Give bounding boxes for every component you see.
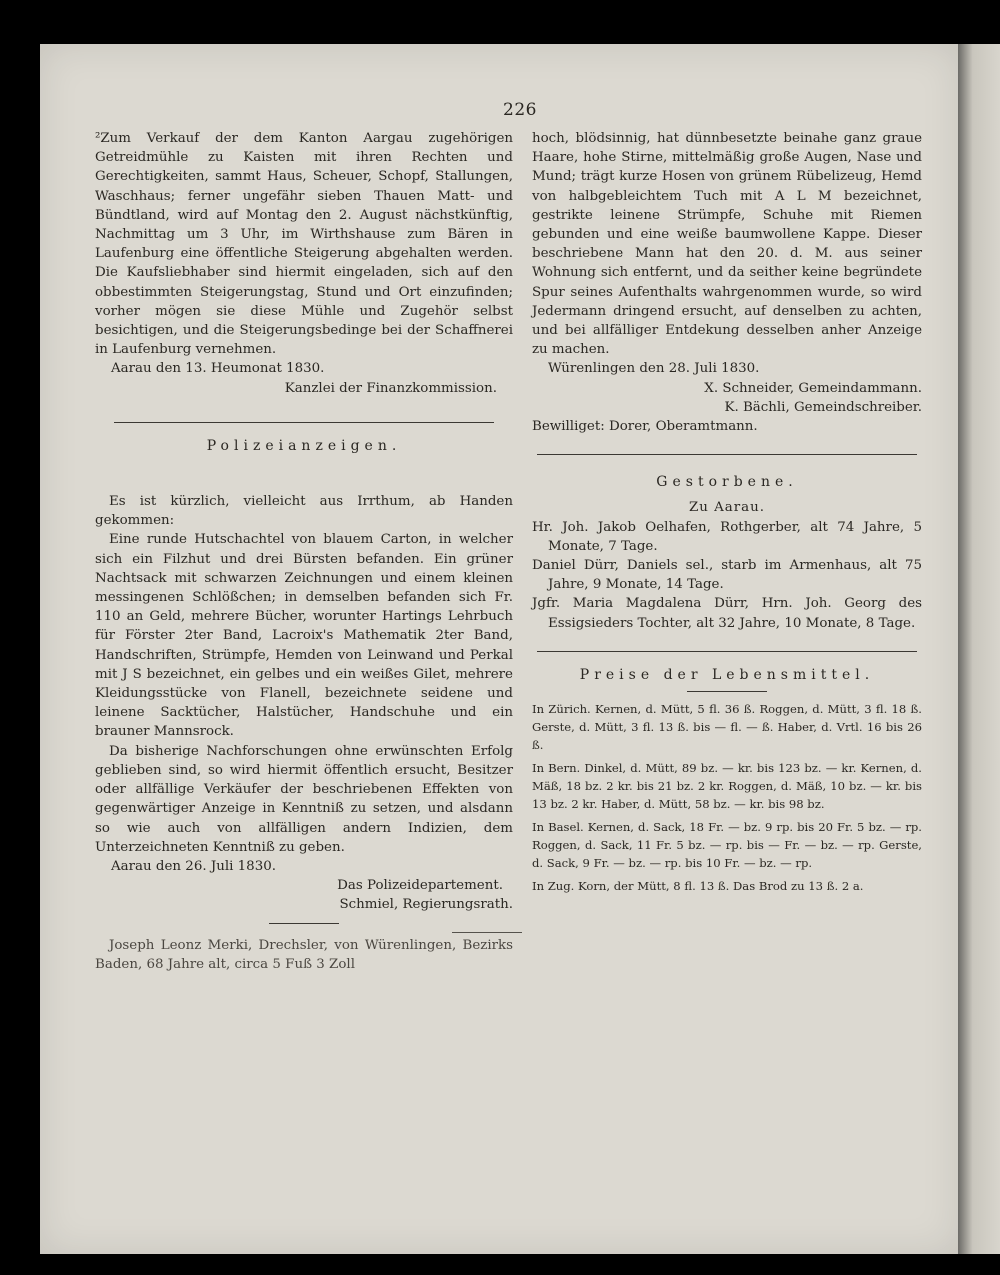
missing-person-signature-2: K. Bächli, Gemeindschreiber. xyxy=(724,399,922,415)
left-column xyxy=(95,129,513,974)
death-entry: Hr. Joh. Jakob Oelhafen, Rothgerber, alt 74 Jahre, 5 Monate, 7 Tage. xyxy=(532,519,922,554)
auction-notice-text: ²Zum Verkauf der dem Kanton Aargau zugehörigen Getreidmühle zu Kaisten mit ihren Rechten und Gerechtigkeiten, sammt Haus, Scheuer, Schopf, Stallungen, Waschhaus; ferner ungefähr sieben Thauen Matt- und Bündtland, wird auf Montag den 2. August nächstkünftig, Nachmittag um 3 Uhr, im Wirthshause zum Bären in Laufenburg eine öffentliche Steigerung abgehalten werden. Die Kaufsliebhaber sind hiermit eingeladen, sich auf den obbestimmten Steigerungstag, Stund und Ort einzufinden; vorher mögen sie diese Mühle und Zugehör selbst besichtigen, und die Steigerungsbedinge bei der Schaffnerei in Laufenburg vernehmen. xyxy=(95,131,513,358)
police-intro: Es ist kürzlich, vielleicht aus Irrthum, ab Handen gekommen: xyxy=(95,494,513,529)
price-entry-zurich: In Zürich. Kernen, d. Mütt, 5 fl. 36 ß. Roggen, d. Mütt, 3 fl. 18 ß. Gerste, d. Mütt, 3 fl. 13 ß. bis — fl. — ß. Haber, d. Vrtl. 16 bis 26 ß. xyxy=(532,702,922,753)
next-page-edge xyxy=(958,44,1000,1254)
auction-notice-signature: Kanzlei der Finanzkommission. xyxy=(284,380,497,396)
end-rule xyxy=(452,932,522,933)
police-item: Eine runde Hutschachtel von blauem Carton, in welcher sich ein Filzhut und drei Bürsten befanden. Ein grüner Nachtsack mit schwarzen Zeichnungen und einem kleinen messingenen Schlößchen; in demselben befanden sich Fr. 110 an Geld, mehrere Bücher, worunter Hartings Lehrbuch für Förster 2ter Band, Lacroix's Mathematik 2ter Band, Handschriften, Strümpfe, Hemden von Leinwand und Perkal mit J S bezeichnet, ein gelbes und ein weißes Gilet, mehrere Kleidungsstücke von Flanell, bezeichnete seidene und leinene Sacktücher, Halstücher, Handschuhe und ein brauner Mannsrock. xyxy=(95,532,513,740)
police-request: Da bisherige Nachforschungen ohne erwünschten Erfolg geblieben sind, so wird hiermit öffentlich ersucht, Besitzer oder allfällige Verkäufer der beschriebenen Effekten von gegenwärtiger Anzeige in Kenntniß zu setzen, und alsdann so wie auch von allfälligen andern Indizien, dem Unterzeichneten Kenntniß zu geben. xyxy=(95,743,513,855)
approval-line: Bewilliget: Dorer, Oberamtmann. xyxy=(532,419,758,435)
police-date: Aarau den 26. Juli 1830. xyxy=(111,858,276,874)
police-signature-2: Schmiel, Regierungsrath. xyxy=(339,897,513,913)
prices-heading: Preise der Lebensmittel. xyxy=(579,666,875,683)
page-number: 226 xyxy=(503,100,537,120)
police-signature-1: Das Polizeidepartement. xyxy=(337,878,503,894)
right-column xyxy=(532,129,922,900)
missing-person-start: Joseph Leonz Merki, Drechsler, von Würenlingen, Bezirks Baden, 68 Jahre alt, circa 5 Fuß 3 Zoll xyxy=(95,937,513,972)
deaths-heading: Gestorbene. xyxy=(656,474,798,491)
death-entry: Jgfr. Maria Magdalena Dürr, Hrn. Joh. Georg des Essigsieders Tochter, alt 32 Jahre, 10 Monate, 8 Tage. xyxy=(532,596,922,631)
price-entry-basel: In Basel. Kernen, d. Sack, 18 Fr. — bz. 9 rp. bis 20 Fr. 5 bz. — rp. Roggen, d. Sack, 11 Fr. 5 bz. — rp. bis — Fr. — bz. — rp. Gerste, d. Sack, 9 Fr. — bz. — rp. bis 10 Fr. — bz. — rp. xyxy=(532,820,922,871)
price-entry-bern: In Bern. Dinkel, d. Mütt, 89 bz. — kr. bis 123 bz. — kr. Kernen, d. Mäß, 18 bz. 2 kr. bis 21 bz. 2 kr. Roggen, d. Mäß, 10 bz. — kr. bis 13 bz. 2 kr. Haber, d. Mütt, 58 bz. — kr. bis 98 bz. xyxy=(532,761,922,812)
missing-person-continued: hoch, blödsinnig, hat dünnbesetzte beinahe ganz graue Haare, hohe Stirne, mittelmäßig große Augen, Nase und Mund; trägt kurze Hosen von grünem Rübelizeug, Hemd von halbgebleichtem Tuch mit A L M bezeichnet, gestrikte leinene Strümpfe, Schuhe mit Riemen gebunden und eine weiße baumwollene Kappe. Dieser beschriebene Mann hat den 20. d. M. aus seiner Wohnung sich entfernt, und da seither keine begründete Spur seines Aufenthalts wahrgenommen wurde, so wird Jedermann dringend ersucht, auf denselben zu achten, und bei allfälliger Entdekung desselben anher Anzeige zu machen. xyxy=(532,131,922,358)
auction-notice-date: Aarau den 13. Heumonat 1830. xyxy=(111,361,325,377)
police-heading: Polizeianzeigen. xyxy=(206,437,402,454)
scan-border xyxy=(40,1254,1000,1275)
price-list xyxy=(532,700,922,895)
missing-person-signature-1: X. Schneider, Gemeindammann. xyxy=(704,380,922,396)
price-entry-zug: In Zug. Korn, der Mütt, 8 fl. 13 ß. Das Brod zu 13 ß. 2 a. xyxy=(532,879,864,894)
missing-person-date: Würenlingen den 28. Juli 1830. xyxy=(548,361,760,377)
deaths-place: Zu Aarau. xyxy=(688,500,766,516)
death-entry: Daniel Dürr, Daniels sel., starb im Armenhaus, alt 75 Jahre, 9 Monate, 14 Tage. xyxy=(532,558,922,593)
